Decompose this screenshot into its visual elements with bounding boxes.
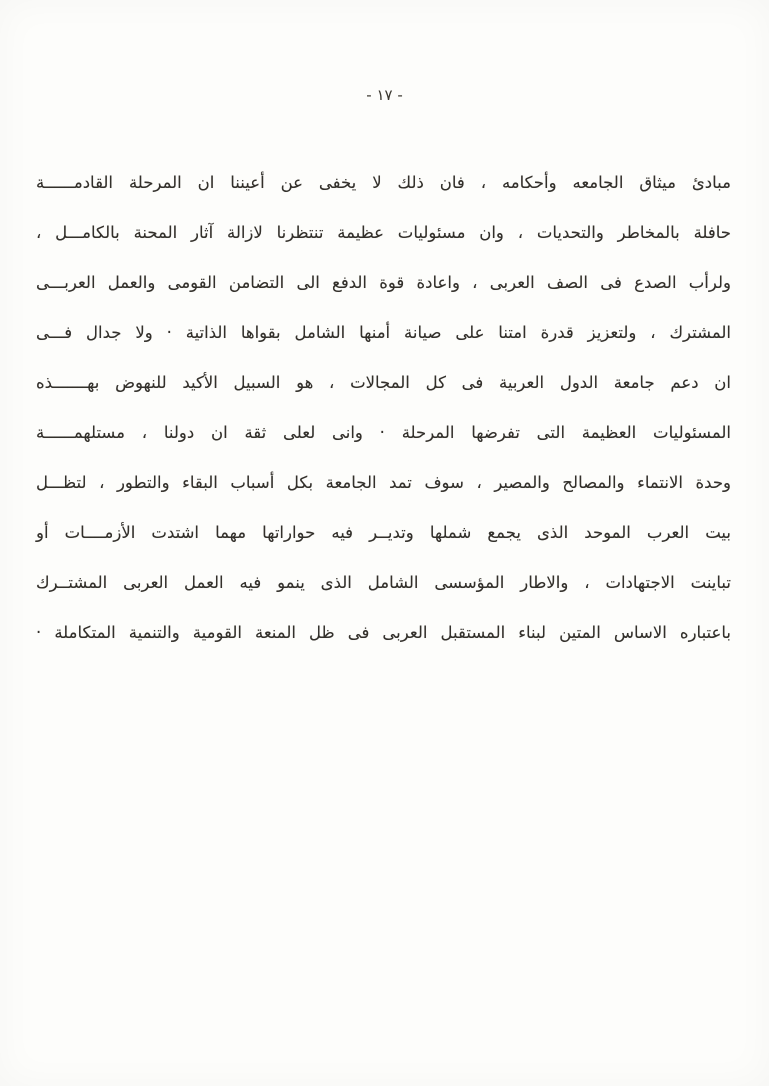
text-line: باعتباره الاساس المتين لبناء المستقبل العربى فى ظل المنعة القومية والتنمية المتكاملة · [36, 623, 731, 642]
text-line: ولرأب الصدع فى الصف العربى ، واعادة قوة الدفع الى التضامن القومى والعمل العربـــى [36, 273, 731, 292]
text-line: حافلة بالمخاطر والتحديات ، وان مسئوليات عظيمة تنتظرنا لازالة آثار المحنة بالكامـــل ، [36, 223, 731, 242]
page-number: - ١٧ - [366, 86, 403, 104]
text-line: تباينت الاجتهادات ، والاطار المؤسسى الشامل الذى ينمو فيه العمل العربى المشتــرك [36, 573, 731, 592]
text-line: ان دعم جامعة الدول العربية فى كل المجالات ، هو السبيل الأكيد للنهوض بهـــــــذه [36, 373, 731, 392]
text-line: المسئوليات العظيمة التى تفرضها المرحلة · وانى لعلى ثقة ان دولنا ، مستلهمــــــة [36, 423, 731, 442]
text-line: وحدة الانتماء والمصالح والمصير ، سوف تمد الجامعة بكل أسباب البقاء والتطور ، لتظـــل [36, 473, 731, 492]
text-line: المشترك ، ولتعزيز قدرة امتنا على صيانة أمنها الشامل بقواها الذاتية · ولا جدال فـــى [36, 323, 731, 342]
text-line: بيت العرب الموحد الذى يجمع شملها وتديــر فيه حواراتها مهما اشتدت الأزمــــات أو [36, 523, 731, 542]
body-text [36, 158, 731, 658]
text-line: مبادئ ميثاق الجامعه وأحكامه ، فان ذلك لا يخفى عن أعيننا ان المرحلة القادمــــــة [36, 173, 731, 192]
